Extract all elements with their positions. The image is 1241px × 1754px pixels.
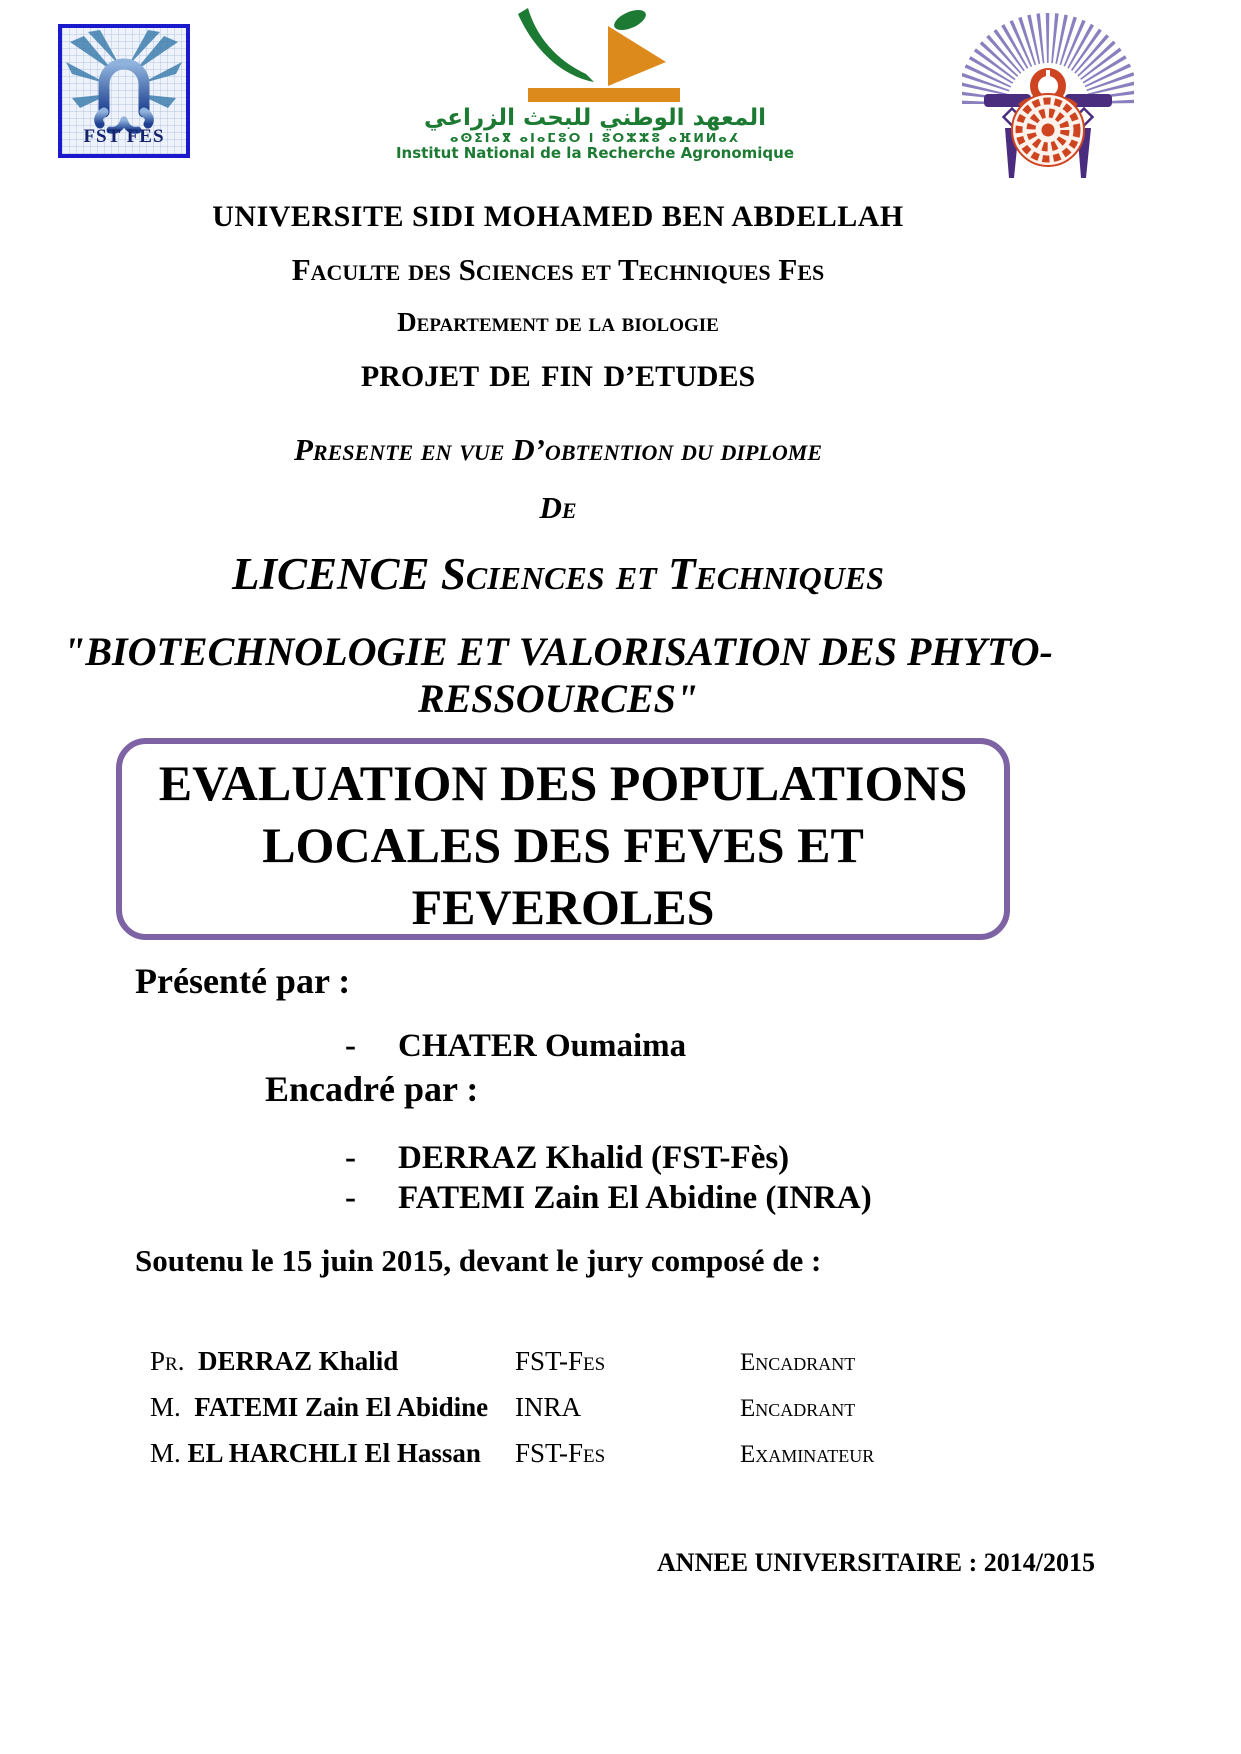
jury-member-name: M. EL HARCHLI El Hassan [150, 1438, 481, 1468]
student-line [345, 1028, 686, 1065]
thesis-title-box [116, 738, 1010, 940]
student-name: CHATER Oumaima [398, 1028, 687, 1064]
jury-table [150, 1346, 970, 1469]
specialty-line-1: "BIOTECHNOLOGIE ET VALORISATION DES PHYTO- [63, 629, 1053, 674]
thesis-title-line-2: LOCALES DES FEVES ET [262, 817, 864, 873]
jury-member-name: M. FATEMI Zain El Abidine [150, 1392, 489, 1422]
thesis-title-line-3: FEVEROLES [411, 879, 715, 935]
inra-tifinagh-name: ⴰⵙⵉⵏⴰⴳ ⴰⵏⴰⵎⵓⵔ ⵏ ⵓⵔⵣⵣⵓ ⴰⴼⵍⵍⴰⵃ [449, 130, 741, 145]
project-of: De [539, 490, 577, 525]
fst-fes-logo-label: FST FES [83, 126, 165, 147]
presented-by-label: Présenté par : [135, 961, 351, 1001]
specialty-name [0, 628, 1116, 722]
faculty-name: Faculte des Sciences et Techniques Fes [291, 252, 825, 287]
jury-member-role: Examinateur [740, 1441, 875, 1468]
inra-emblem-icon [490, 4, 700, 104]
student-bullet: - [345, 1028, 356, 1064]
department-name: Departement de la biologie [397, 307, 719, 337]
jury-member-role: Encadrant [740, 1349, 856, 1376]
fst-fes-logo [58, 24, 190, 158]
inra-arabic-name: المعهد الوطني للبحث الزراعي [424, 105, 766, 131]
jury-member-role: Encadrant [740, 1395, 856, 1422]
degree-sub: Sciences et Techniques [440, 549, 884, 599]
specialty-line-2: RESSOURCES" [417, 676, 699, 721]
inra-french-name: Institut National de la Recherche Agronomique [395, 144, 795, 162]
jury-member-org: FST-Fes [515, 1438, 606, 1468]
supervisor-list [345, 1138, 872, 1218]
jury-member-org: INRA [515, 1392, 581, 1422]
jury-member-name: Pr. DERRAZ Khalid [150, 1346, 399, 1376]
supervised-by-label: Encadré par : [265, 1069, 479, 1109]
usmba-emblem-icon [962, 8, 1134, 178]
jury-member-org: FST-Fes [515, 1346, 606, 1376]
supervisor-item [345, 1178, 872, 1218]
defense-line: Soutenu le 15 juin 2015, devant le jury composé de : [135, 1243, 822, 1278]
supervisor-name: DERRAZ Khalid (FST-Fès) [398, 1140, 790, 1176]
university-name: UNIVERSITE SIDI MOHAMED BEN ABDELLAH [212, 200, 904, 233]
project-purpose: Presente en vue D’obtention du diplome [293, 432, 822, 467]
supervisor-bullet: - [345, 1140, 356, 1176]
project-type: PROJET DE FIN D’ETUDES [360, 360, 756, 393]
usmba-logo [962, 8, 1134, 178]
supervisor-name: FATEMI Zain El Abidine (INRA) [398, 1180, 872, 1216]
inra-logo [370, 4, 820, 176]
supervisor-item [345, 1138, 872, 1178]
academic-year: ANNEE UNIVERSITAIRE : 2014/2015 [657, 1548, 1095, 1577]
thesis-title-line-1: EVALUATION DES POPULATIONS [158, 755, 968, 811]
degree-name [0, 548, 1116, 600]
supervisor-bullet: - [345, 1180, 356, 1216]
degree-main: LICENCE [232, 549, 441, 599]
